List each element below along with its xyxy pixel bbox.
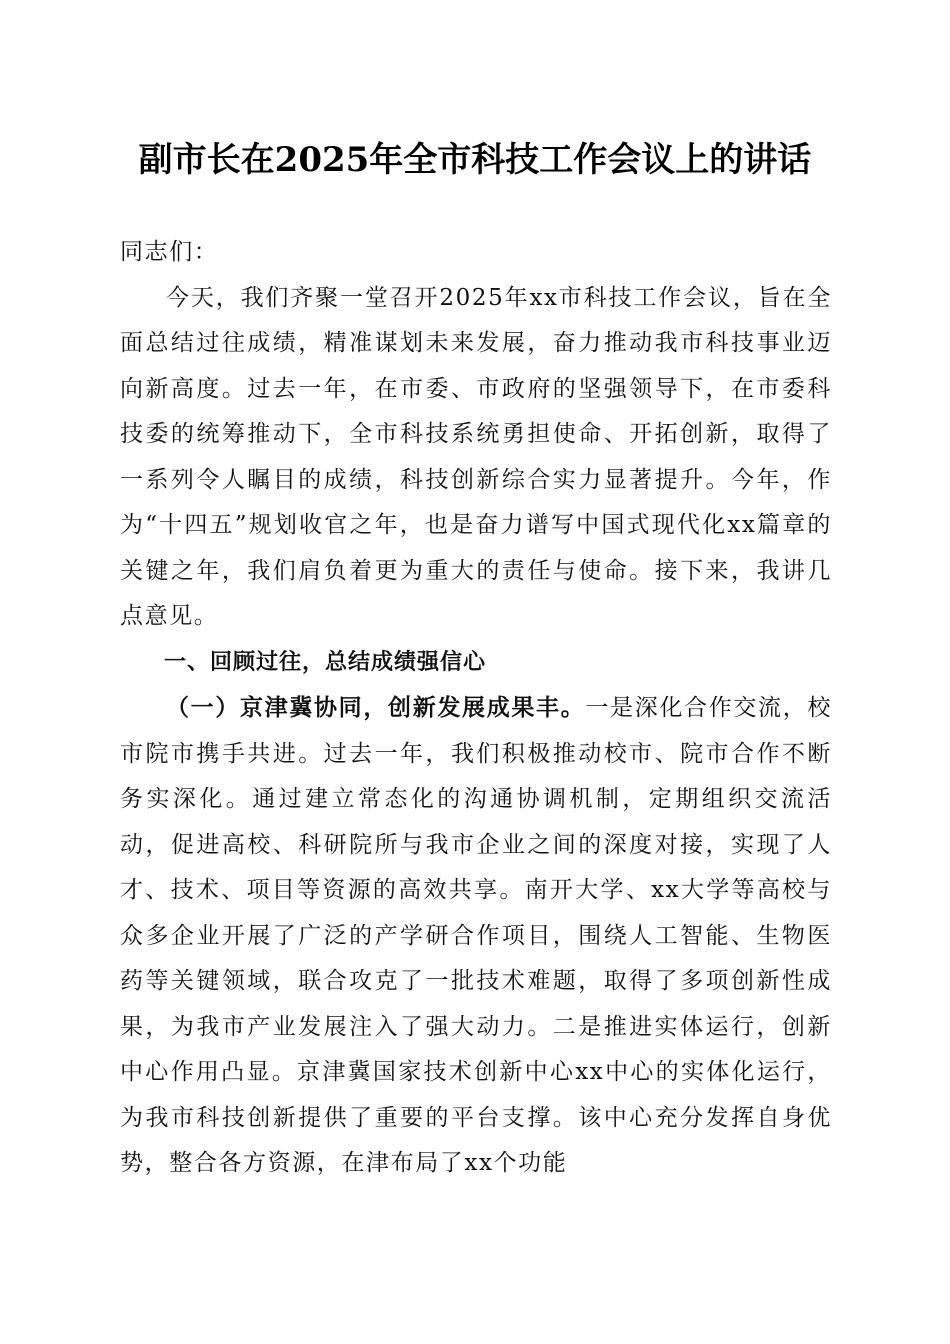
intro-paragraph: 今天，我们齐聚一堂召开2025年xx市科技工作会议，旨在全面总结过往成绩，精准谋划未来发展，奋力推动我市科技事业迈向新高度。过去一年，在市委、市政府的坚强领导下，在市委科技委的统筹推动下，全市科技系统勇担使命、开拓创新，取得了一系列令人瞩目的成绩，科技创新综合实力显著提升。今年，作为“十四五”规划收官之年，也是奋力谱写中国式现代化xx篇章的关键之年，我们肩负着更为重大的责任与使命。接下来，我讲几点意见。 — [120, 284, 832, 629]
salutation: 同志们： — [120, 239, 219, 265]
subsection-1-heading: （一）京津冀协同，创新发展成果丰。 — [166, 694, 586, 721]
section-1-heading: 一、回顾过往，总结成绩强信心 — [164, 649, 487, 675]
subsection-1-paragraph — [120, 685, 832, 1187]
document-body — [120, 230, 832, 1187]
document-title: 副市长在2025年全市科技工作会议上的讲话 — [138, 140, 812, 180]
subsection-1-body: 一是深化合作交流，校市院市携手共进。过去一年，我们积极推动校市、院市合作不断务实深化。通过建立常态化的沟通协调机制，定期组织交流活动，促进高校、科研院所与我市企业之间的深度对接，实现了人才、技术、项目等资源的高效共享。南开大学、xx大学等高校与众多企业开展了广泛的产学研合作项目，围绕人工智能、生物医药等关键领域，联合攻克了一批技术难题，取得了多项创新性成果，为我市产业发展注入了强大动力。二是推进实体运行，创新中心作用凸显。京津冀国家技术创新中心xx中心的实体化运行，为我市科技创新提供了重要的平台支撑。该中心充分发挥自身优势，整合各方资源，在津布局了xx个功能 — [120, 695, 832, 1176]
